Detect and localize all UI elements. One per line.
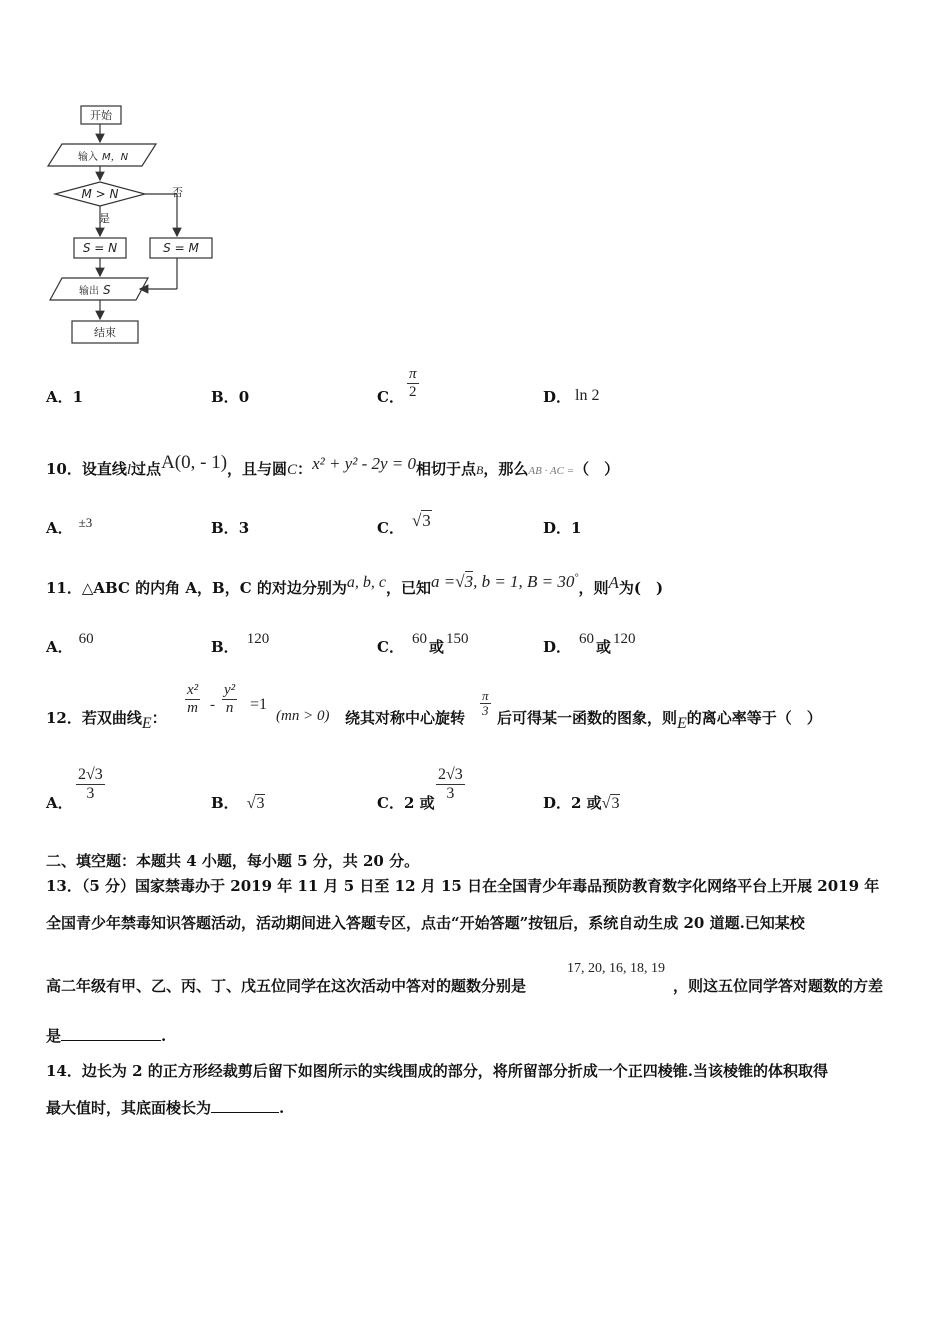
q10-option-c: C． √3 [377, 511, 431, 537]
q11-option-a: A． 60 [46, 631, 94, 656]
q10-option-d: D．1 [543, 519, 582, 537]
q12-frac-x: $\frac{\text{x²}}{m}$ [187, 682, 199, 716]
flow-end-text: 结束 [94, 326, 116, 339]
q13-answer-blank[interactable] [61, 1026, 161, 1041]
flow-output-text: 输出 [79, 286, 99, 297]
q12-eq-one: =1 [250, 696, 268, 713]
q12-stem-tail: 后可得某一函数的图象，则E的离心率等于（ ） [497, 709, 822, 732]
q12-frac-pi3: $\frac{\pi}{3}$ [482, 688, 489, 719]
flow-output-var: S [103, 283, 111, 297]
q11-option-b: B． 120 [211, 631, 270, 656]
q11-option-c: C． 60 或 150 [377, 631, 469, 656]
q12-option-c-label: C．2 或 [377, 794, 435, 812]
q12-stem-lead: 12．若双曲线E： [46, 709, 167, 732]
q10-option-b: B．3 [211, 519, 250, 537]
q12-frac-y: $\frac{\text{y²}}{n}$ [224, 682, 236, 716]
flow-s-m-text: S = M [163, 241, 199, 255]
q9-option-b: B．0 [211, 388, 250, 406]
q14-line-1: 14．边长为 2 的正方形经裁剪后留下如图所示的实线围成的部分，将所留部分折成一个正四棱锥.当该棱锥的体积取得 [46, 1062, 828, 1080]
q12-option-d: D．2 或√3 [543, 794, 620, 812]
q12-option-c-frac: $\frac{2√3}{3}$ [438, 766, 463, 802]
q13-line-3-tail: ，则这五位同学答对题数的方差 [673, 977, 884, 995]
flow-input-vars: M，N [102, 152, 129, 163]
q10-stem: 10．设直线l过点A(0, - 1)，且与圆C：x² + y² - 2y = 0相切于点B，那么AB · AC =（ ） [46, 452, 620, 478]
q14-line-2: 最大值时，其底面棱长为 . [46, 1099, 285, 1117]
q12-minus: - [210, 697, 215, 713]
flow-no-label: 否 [172, 186, 183, 199]
q12-option-a-frac: $\frac{2√3}{3}$ [78, 766, 103, 802]
flow-cond-text: M > N [81, 187, 119, 201]
flow-yes-label: 是 [99, 212, 110, 225]
flow-input-text: 输入 [78, 152, 98, 163]
q13-line-4: 是 . [46, 1027, 167, 1045]
q11-stem: 11．△ABC 的内角 A，B，C 的对边分别为a, b, c，已知a =√3, b = 1, B = 30°，则A为( ) [46, 572, 664, 597]
q13-line-2: 全国青少年禁毒知识答题活动，活动期间进入答题专区，点击“开始答题”按钮后，系统自动生成 20 道题.已知某校 [46, 914, 805, 932]
q9-option-c-frac: $\frac{\pi}{2}$ [409, 366, 417, 400]
q9-option-d-value: ln 2 [575, 387, 600, 404]
q13-line-1: 13．（5 分）国家禁毒办于 2019 年 11 月 5 日至 12 月 15 日在全国青少年毒品预防教育数字化网络平台上开展 2019 年 [46, 877, 880, 895]
q10-option-a: A． ±3 [46, 515, 93, 537]
q12-option-b: B． √3 [211, 794, 265, 812]
q9-option-c-label: C． [377, 388, 404, 406]
q11-option-d: D． 60 或 120 [543, 631, 636, 656]
flow-output-box [50, 278, 148, 300]
q13-data-values: 17, 20, 16, 18, 19 [567, 961, 665, 976]
flow-start-text: 开始 [90, 109, 112, 122]
q14-answer-blank[interactable] [211, 1098, 279, 1113]
flow-s-n-text: S = N [82, 241, 118, 255]
q9-option-d-label: D． [543, 388, 572, 406]
q12-rotate-text: 绕其对称中心旋转 [345, 709, 466, 727]
flowchart [40, 100, 240, 350]
q13-line-3-lead: 高二年级有甲、乙、丙、丁、戊五位同学在这次活动中答对的题数分别是 [46, 977, 527, 995]
q9-option-a: A．1 [46, 388, 84, 406]
q12-option-a-label: A． [46, 794, 73, 812]
section-heading: 二、填空题：本题共 4 小题，每小题 5 分，共 20 分。 [46, 852, 420, 870]
q12-condition: (mn > 0) [276, 708, 330, 724]
